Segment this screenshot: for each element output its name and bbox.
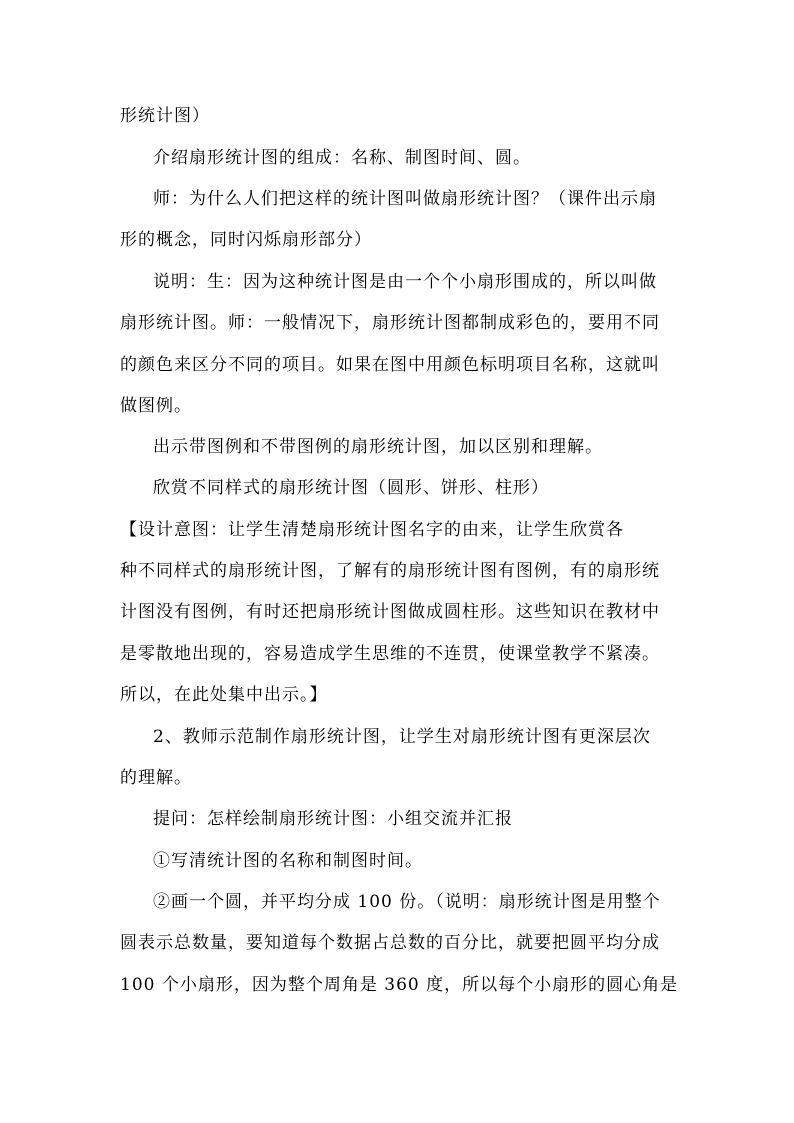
text-line: 形的概念，同时闪烁扇形部分） xyxy=(120,230,372,250)
text-line: 圆表示总数量，要知道每个数据占总数的百分比，就要把圆平均分成 xyxy=(120,933,660,953)
text-line: 【设计意图：让学生清楚扇形统计图名字的由来，让学生欣赏各 xyxy=(120,520,624,540)
text-line: 100 个小扇形，因为整个周角是 360 度，所以每个小扇形的圆心角是 xyxy=(120,975,679,995)
text-line: ②画一个圆，并平均分成 100 份。（说明：扇形统计图是用整个 xyxy=(153,892,661,912)
text-line: 提问：怎样绘制扇形统计图：小组交流并汇报 xyxy=(153,809,513,829)
text-line: 师：为什么人们把这样的统计图叫做扇形统计图？（课件出示扇 xyxy=(153,189,657,209)
text-line: 2、教师示范制作扇形统计图，让学生对扇形统计图有更深层次 xyxy=(153,727,651,747)
text-line: 说明：生：因为这种统计图是由一个个小扇形围成的，所以叫做 xyxy=(153,272,657,292)
text-line: 的理解。 xyxy=(120,768,192,788)
text-line: 形统计图） xyxy=(120,106,210,126)
text-line: 计图没有图例，有时还把扇形统计图做成圆柱形。这些知识在教材中 xyxy=(120,602,660,622)
text-line: 种不同样式的扇形统计图，了解有的扇形统计图有图例，有的扇形统 xyxy=(120,561,660,581)
text-line: 是零散地出现的，容易造成学生思维的不连贯，使课堂教学不紧凑。 xyxy=(120,644,660,664)
text-line: ①写清统计图的名称和制图时间。 xyxy=(153,851,423,871)
text-line: 扇形统计图。师：一般情况下，扇形统计图都制成彩色的，要用不同 xyxy=(120,313,660,333)
text-line: 的颜色来区分不同的项目。如果在图中用颜色标明项目名称，这就叫 xyxy=(120,355,660,375)
text-line: 所以，在此处集中出示。】 xyxy=(120,685,328,705)
text-line: 做图例。 xyxy=(120,396,192,416)
text-line: 欣赏不同样式的扇形统计图（圆形、饼形、柱形） xyxy=(153,478,549,498)
text-line: 介绍扇形统计图的组成：名称、制图时间、圆。 xyxy=(153,148,531,168)
text-line: 出示带图例和不带图例的扇形统计图，加以区别和理解。 xyxy=(153,437,603,457)
